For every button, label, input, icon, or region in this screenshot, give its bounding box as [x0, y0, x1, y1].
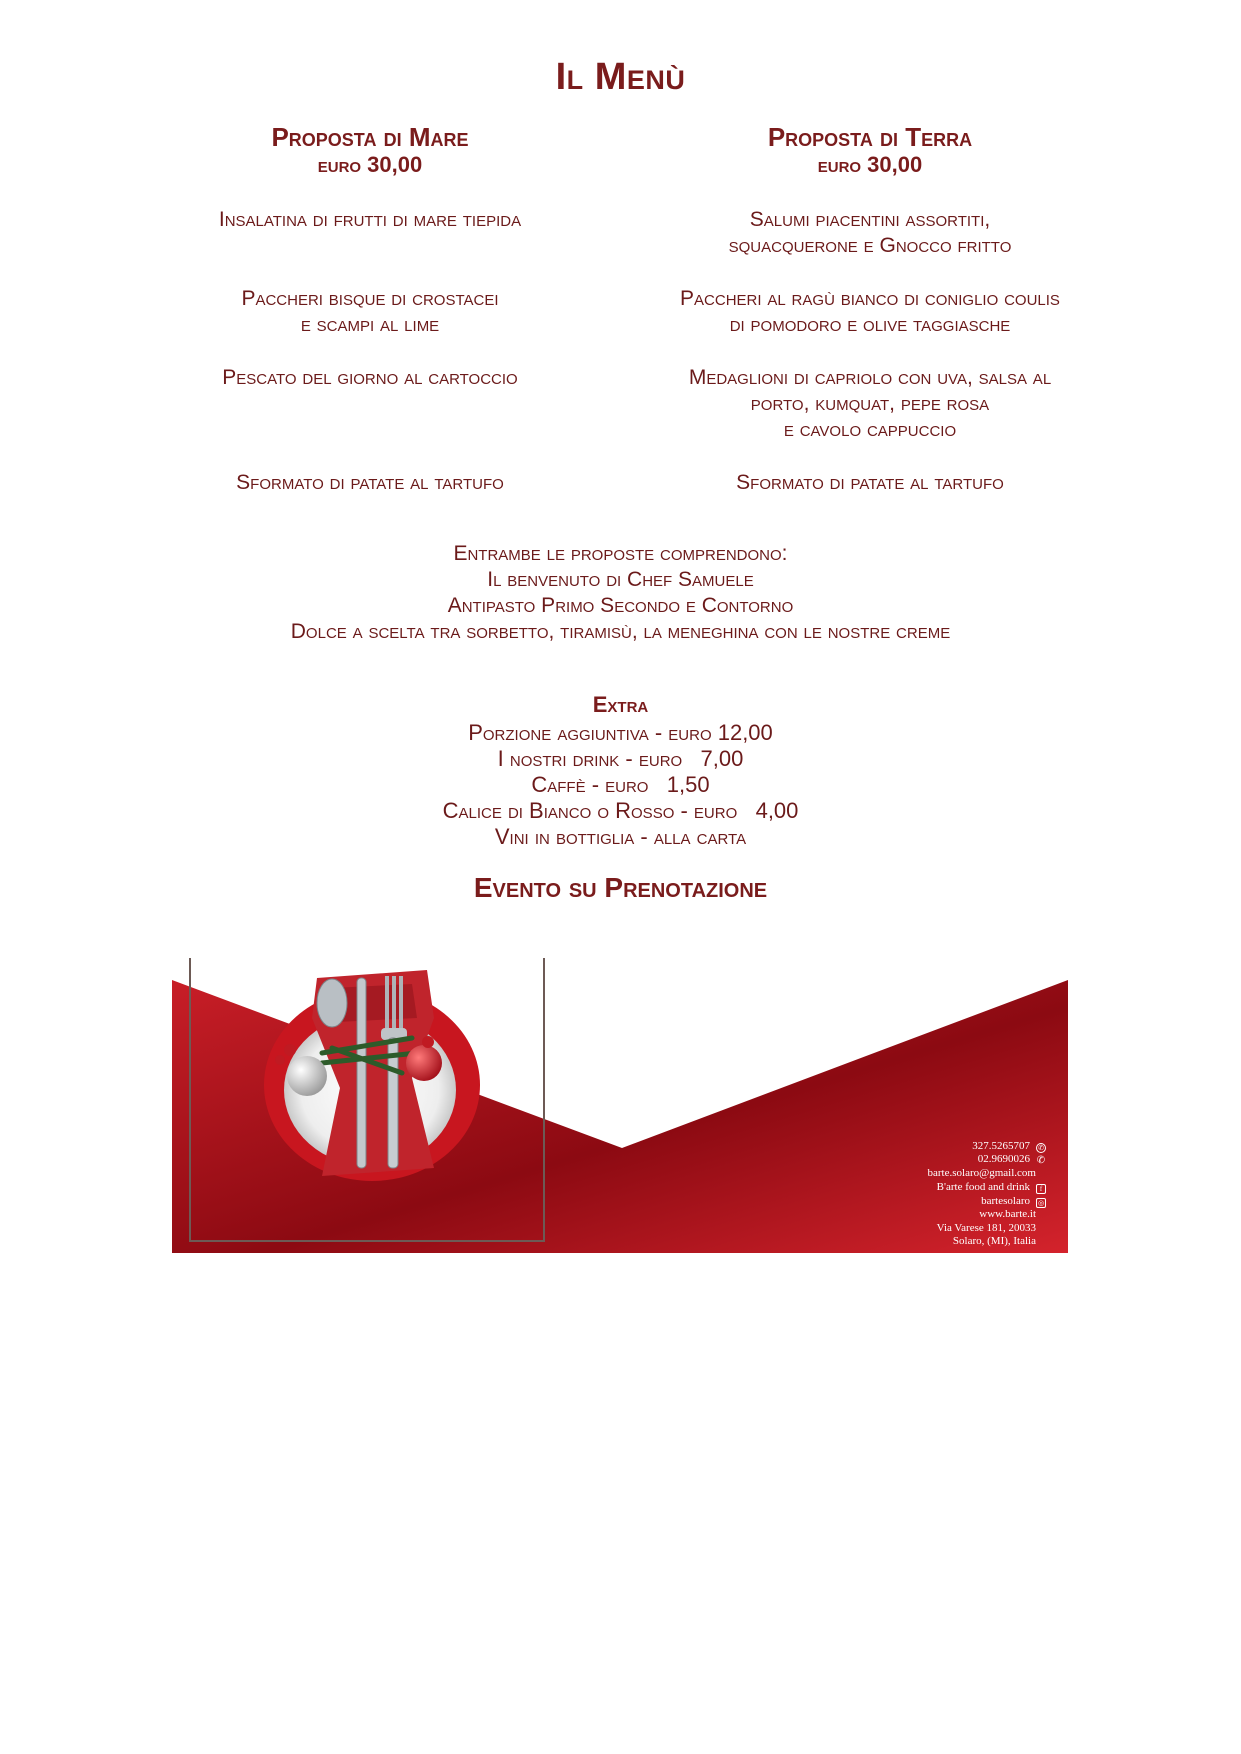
mare-dish-3: Pescato del giorno al cartoccio — [222, 366, 518, 389]
address-row: Via Varese 181, 20033 — [936, 1221, 1036, 1234]
address-row: Solaro, (MI), Italia — [952, 1235, 1036, 1248]
included-line: Entrambe le proposte comprendono: — [453, 542, 788, 565]
mare-dish-2: Paccheri bisque di crostacei e scampi al lime — [241, 287, 499, 336]
instagram-icon: ◎ — [1037, 1198, 1045, 1207]
page-title: Il Menù — [555, 56, 686, 98]
mare-heading: Proposta di Mare — [271, 122, 469, 152]
terra-heading: Proposta di Terra — [767, 122, 973, 152]
extra-title: Extra — [592, 692, 649, 717]
terra-dish-1: Salumi piacentini assortiti, squacquerone e Gnocco fritto — [728, 208, 1012, 257]
terra-dish-2: Paccheri al ragù bianco di coniglio coulis di pomodoro e olive taggiasche — [680, 287, 1060, 336]
facebook-icon: f — [1036, 1184, 1046, 1194]
phone-icon: ✆ — [1036, 1155, 1046, 1167]
instagram-row: bartesolaro ◎ — [981, 1194, 1045, 1207]
terra-dish-4: Sformato di patate al tartufo — [736, 471, 1004, 494]
mare-price: euro 30,00 — [317, 152, 423, 177]
mare-column — [120, 0, 620, 520]
terra-column — [620, 0, 1120, 520]
whatsapp-row: 327.5265707 ✆ — [928, 1140, 1047, 1154]
terra-price: euro 30,00 — [817, 152, 923, 177]
footer-banner — [172, 958, 1068, 1253]
mare-dish-4: Sformato di patate al tartufo — [236, 471, 504, 494]
extra-item: I nostri drink - euro 7,00 — [497, 746, 744, 771]
facebook-row: B'arte food and drink f — [928, 1181, 1047, 1195]
included-section — [0, 541, 1241, 645]
website-row: www.barte.it — [979, 1208, 1036, 1221]
extra-section — [0, 690, 1241, 850]
included-line: Antipasto Primo Secondo e Contorno — [447, 594, 794, 617]
evento-heading: Evento su Prenotazione — [473, 872, 768, 903]
whatsapp-icon: ✆ — [1036, 1143, 1046, 1153]
contact-info — [928, 1140, 1047, 1249]
phone-row: 02.9690026 ✆ — [977, 1153, 1046, 1167]
email-row: barte.solaro@gmail.com — [927, 1167, 1036, 1180]
extra-item: Vini in bottiglia - alla carta — [494, 824, 747, 849]
mare-dish-1: Insalatina di frutti di mare tiepida — [218, 208, 522, 231]
included-line: Dolce a scelta tra sorbetto, tiramisù, la meneghina con le nostre creme — [290, 620, 951, 643]
extra-item: Porzione aggiuntiva - euro 12,00 — [468, 720, 773, 745]
terra-dish-3: Medaglioni di capriolo con uva, salsa al porto, kumquat, pepe rosa e cavolo cappuccio — [688, 366, 1052, 441]
included-line: Il benvenuto di Chef Samuele — [487, 568, 754, 591]
extra-item: Caffè - euro 1,50 — [531, 772, 710, 797]
extra-item: Calice di Bianco o Rosso - euro 4,00 — [442, 798, 799, 823]
